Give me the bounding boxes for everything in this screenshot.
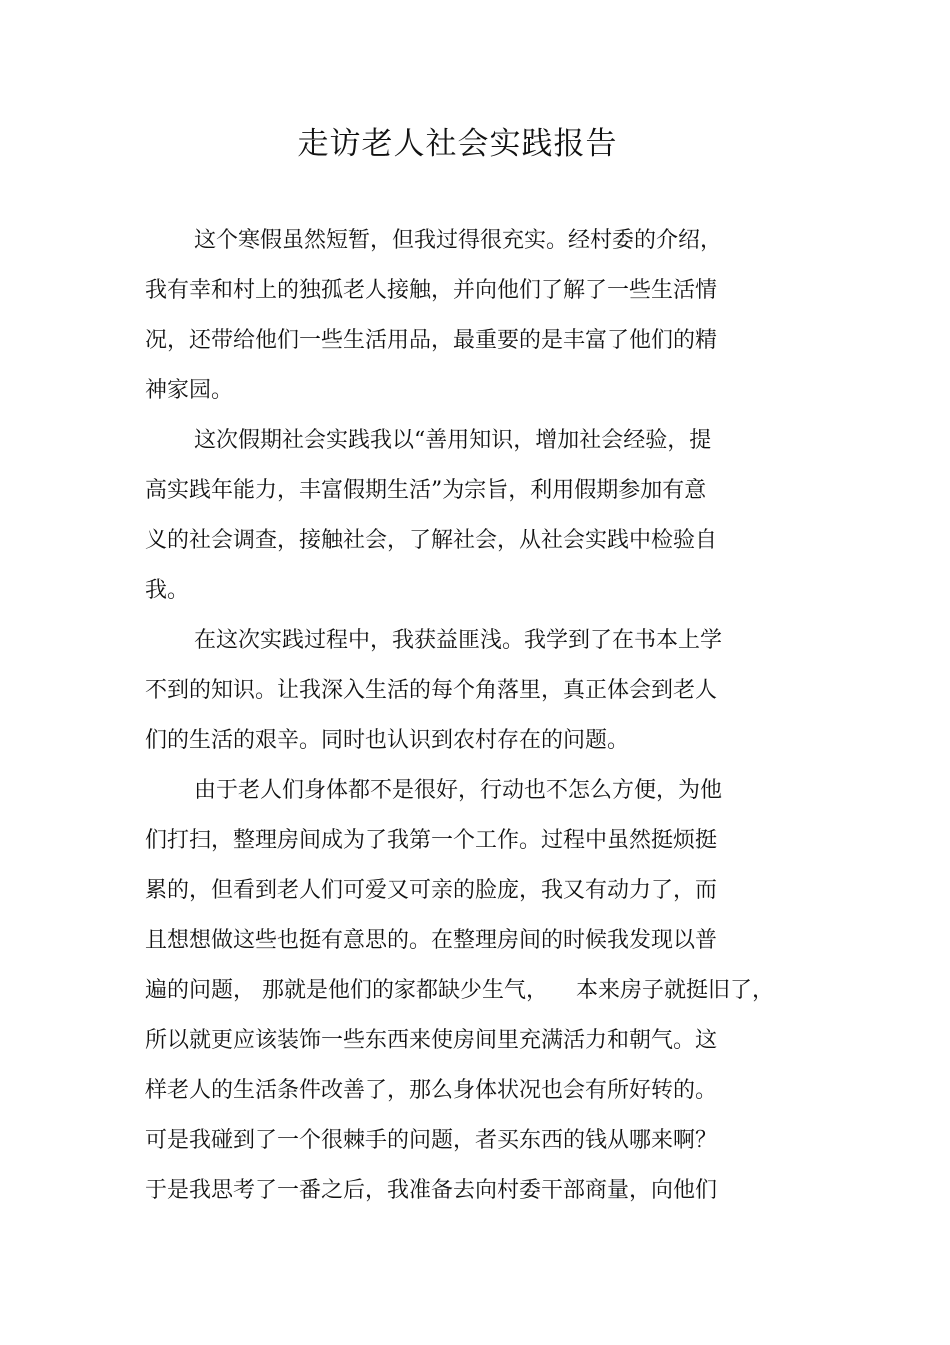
text-line: 样老人的生活条件改善了，那么身体状况也会有所好转的。 (145, 1078, 718, 1103)
text-line: 们打扫，整理房间成为了我第一个工作。过程中虽然挺烦挺 (145, 828, 718, 853)
text-line: 在这次实践过程中，我获益匪浅。我学到了在书本上学 (194, 628, 723, 653)
document-title: 走访老人社会实践报告 (297, 126, 618, 162)
text-line: 这次假期社会实践我以“善用知识，增加社会经验，提 (194, 428, 712, 453)
text-line: 我。 (145, 578, 190, 603)
text-line: 所以就更应该装饰一些东西来使房间里充满活力和朝气。这 (145, 1028, 718, 1053)
text-line: 于是我思考了一番之后，我准备去向村委干部商量，向他们 (145, 1178, 718, 1203)
text-line: 不到的知识。让我深入生活的每个角落里，真正体会到老人 (145, 678, 718, 703)
text-line: 况，还带给他们一些生活用品，最重要的是丰富了他们的精 (145, 328, 718, 353)
document-body (145, 216, 785, 1216)
text-line: 累的，但看到老人们可爱又可亲的脸庞，我又有动力了，而 (145, 878, 718, 903)
text-line: 高实践年能力，丰富假期生活”为宗旨，利用假期参加有意 (145, 478, 707, 503)
text-line: 们的生活的艰辛。同时也认识到农村存在的问题。 (145, 728, 630, 753)
text-line: 神家园。 (145, 378, 234, 403)
text-line: 由于老人们身体都不是很好，行动也不怎么方便，为他 (194, 778, 723, 803)
text-line: 可是我碰到了一个很棘手的问题，者买东西的钱从哪来啊？ (145, 1128, 718, 1153)
text-line: 这个寒假虽然短暂，但我过得很充实。经村委的介绍， (194, 228, 723, 253)
text-line: 我有幸和村上的独孤老人接触，并向他们了解了一些生活情 (145, 278, 718, 303)
text-line: 且想想做这些也挺有意思的。在整理房间的时候我发现以普 (145, 928, 718, 953)
text-line: 遍的问题， 那就是他们的家都缺少生气， 本来房子就挺旧了， (145, 978, 774, 1003)
text-line: 义的社会调查，接触社会，了解社会，从社会实践中检验自 (145, 528, 718, 553)
